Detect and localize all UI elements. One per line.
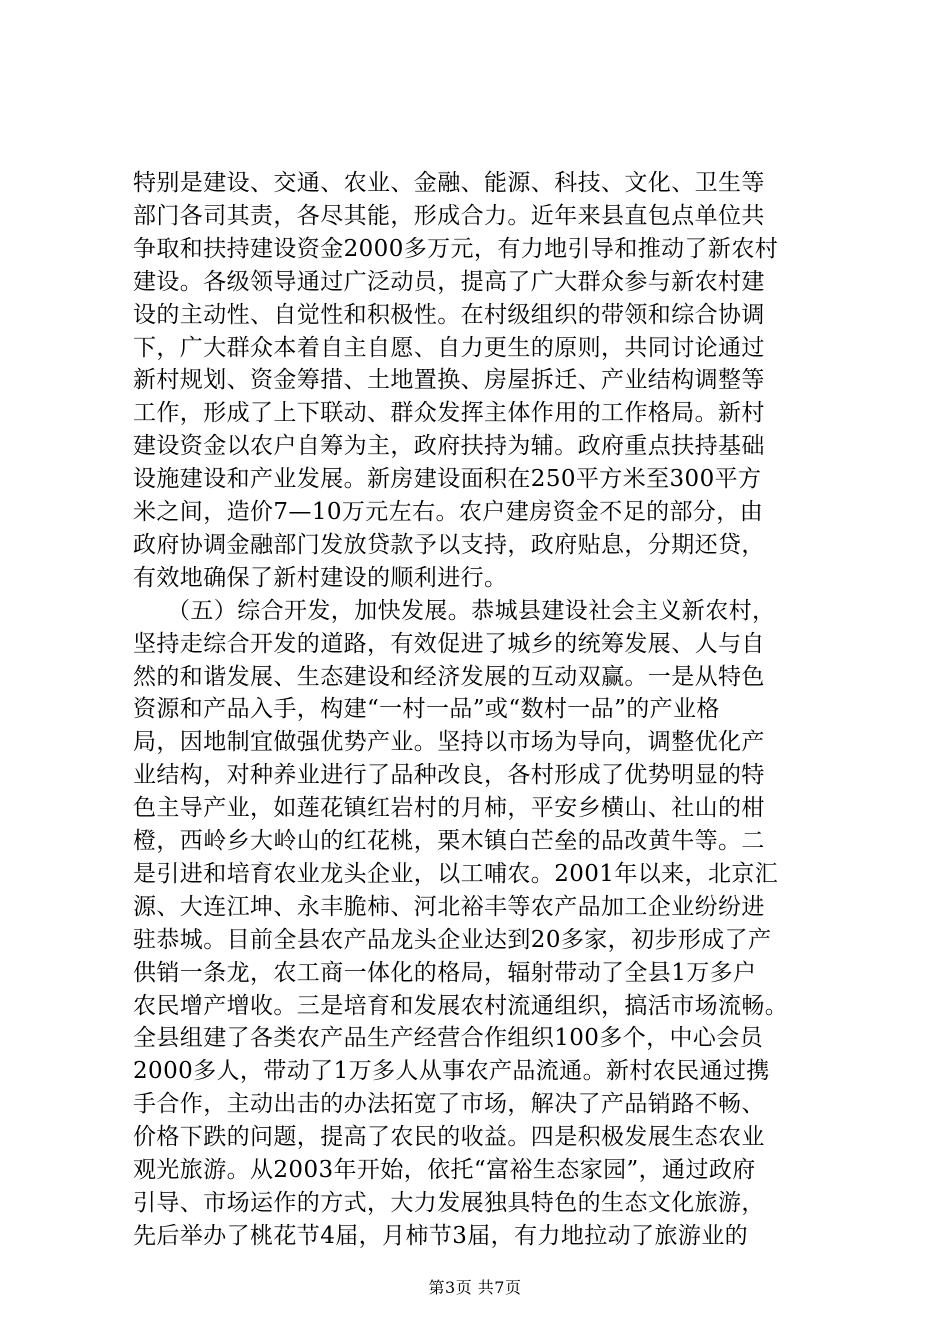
text-line: 新村规划、资金筹措、土地置换、房屋拆迁、产业结构调整等	[133, 367, 765, 394]
paragraph-first-line: （五）综合开发，加快发展。恭城县建设社会主义新农村，	[167, 597, 776, 624]
text-line: 部门各司其责，各尽其能，形成合力。近年来县直包点单位共	[133, 202, 765, 229]
text-line: 橙，西岭乡大岭山的红花桃，栗木镇白芒垒的品改黄牛等。二	[133, 828, 765, 854]
text-line: 先后举办了桃花节4届，月柿节3届，有力地拉动了旅游业的	[133, 1222, 749, 1249]
text-line: 争取和扶持建设资金2000多万元，有力地引导和推动了新农村	[133, 235, 779, 262]
text-line: 建设资金以农户自筹为主，政府扶持为辅。政府重点扶持基础	[133, 433, 765, 460]
text-line: 观光旅游。从2003年开始，依托“富裕生态家园”，通过政府	[133, 1157, 756, 1183]
text-line: 业结构，对种养业进行了品种改良，各村形成了优势明显的特	[133, 762, 765, 789]
text-line: 供销一条龙，农工商一体化的格局，辐射带动了全县1万多户	[133, 959, 757, 986]
text-line: 然的和谐发展、生态建设和经济发展的互动双赢。一是从特色	[133, 663, 765, 690]
text-line: 价格下跌的问题，提高了农民的收益。四是积极发展生态农业	[133, 1124, 765, 1151]
text-line: 全县组建了各类农产品生产经营合作组织100多个，中心会员	[133, 1025, 764, 1052]
text-line: 源、大连江坤、永丰脆柿、河北裕丰等农产品加工企业纷纷进	[133, 893, 765, 920]
text-line: 坚持走综合开发的道路，有效促进了城乡的统筹发展、人与自	[133, 630, 765, 657]
text-line: 农民增产增收。三是培育和发展农村流通组织，搞活市场流畅。	[133, 992, 789, 1019]
text-line: 米之间，造价7—10万元左右。农户建房资金不足的部分，由	[133, 499, 764, 525]
text-line: 手合作，主动出击的办法拓宽了市场，解决了产品销路不畅、	[133, 1091, 765, 1118]
text-line: 设的主动性、自觉性和积极性。在村级组织的带领和综合协调	[133, 301, 765, 328]
text-line: 有效地确保了新村建设的顺利进行。	[133, 564, 508, 591]
text-line: 特别是建设、交通、农业、金融、能源、科技、文化、卫生等	[133, 170, 765, 196]
text-line: 是引进和培育农业龙头企业，以工哺农。2001年以来，北京汇	[133, 860, 779, 887]
text-line: 局，因地制宜做强优势产业。坚持以市场为导向，调整优化产	[133, 729, 765, 756]
text-line: 设施建设和产业发展。新房建设面积在250平方米至300平方	[133, 466, 762, 493]
text-line: 建设。各级领导通过广泛动员，提高了广大群众参与新农村建	[133, 268, 765, 295]
text-line: 驻恭城。目前全县农产品龙头企业达到20多家，初步形成了产	[133, 926, 772, 953]
page-footer: 第3页 共7页	[428, 1278, 522, 1297]
text-line: 2000多人，带动了1万多人从事农产品流通。新村农民通过携	[133, 1058, 770, 1085]
text-line: 资源和产品入手，构建“一村一品”或“数村一品”的产业格	[133, 696, 720, 723]
text-line: 政府协调金融部门发放贷款予以支持，政府贴息，分期还贷，	[133, 531, 765, 558]
text-line: 色主导产业，如莲花镇红岩村的月柿，平安乡横山、社山的柑	[133, 795, 765, 822]
text-line: 引导、市场运作的方式，大力发展独具特色的生态文化旅游，	[133, 1189, 765, 1216]
text-line: 工作，形成了上下联动、群众发挥主体作用的工作格局。新村	[133, 400, 765, 427]
text-line: 下，广大群众本着自主自愿、自力更生的原则，共同讨论通过	[133, 334, 765, 361]
